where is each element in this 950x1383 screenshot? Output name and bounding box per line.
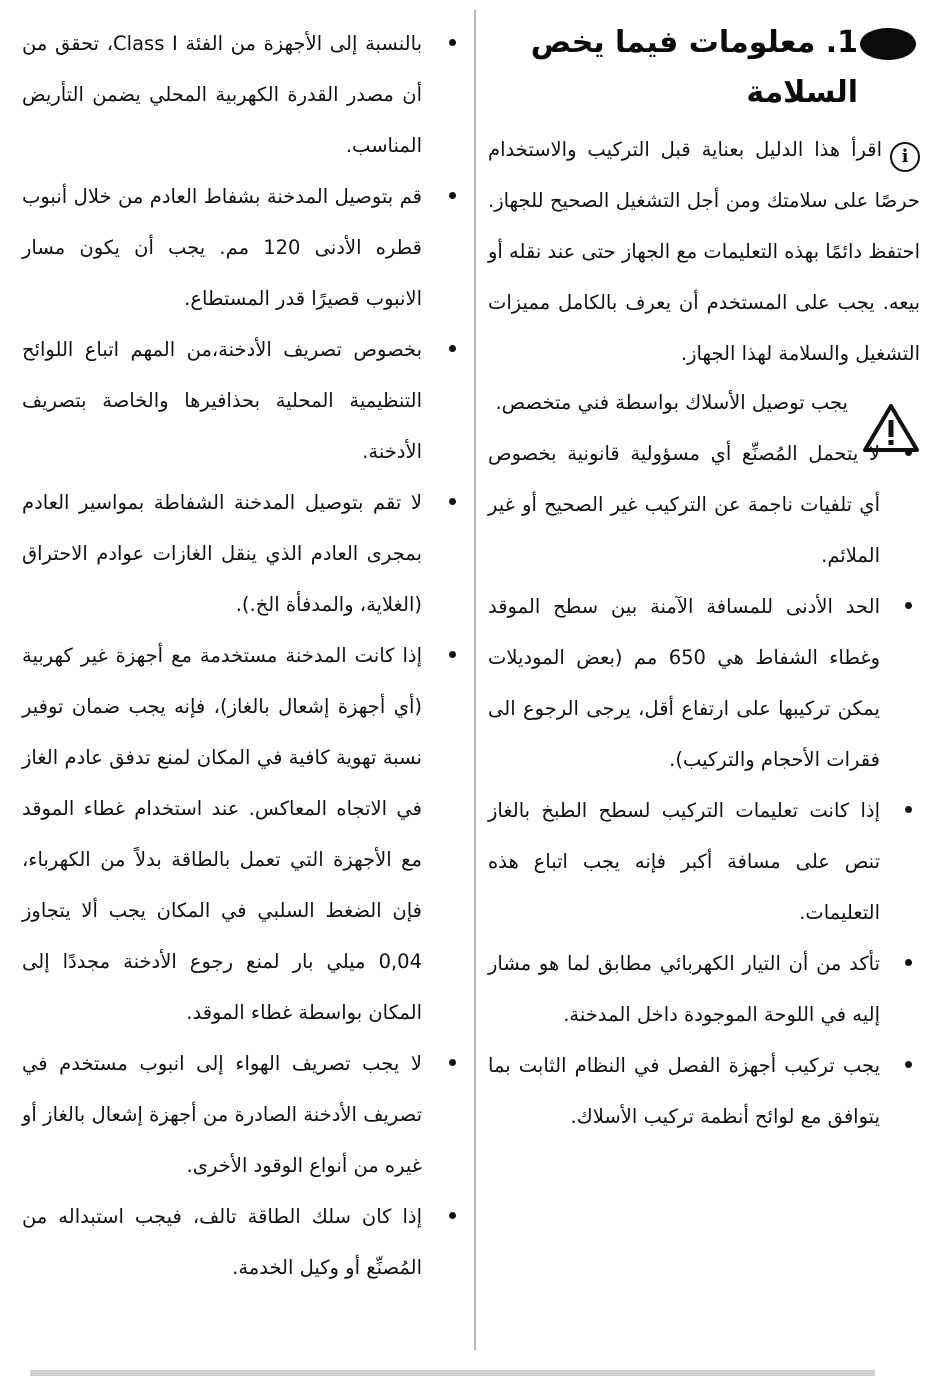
bullet-icon: [905, 449, 912, 456]
list-item: قم بتوصيل المدخنة بشفاط العادم من خلال أنبوب قطره الأدنى 120 مم. يجب أن يكون مسار الانبوب قصيرًا قدر المستطاع.: [22, 171, 462, 324]
list-item: لا يجب تصريف الهواء إلى انبوب مستخدم في تصريف الأدخنة الصادرة من أجهزة إشعال بالغاز أو غيره من أنواع الوقود الأخرى.: [22, 1038, 462, 1191]
list-item: لا تقم بتوصيل المدخنة الشفاطة بمواسير العادم بمجرى العادم الذي ينقل الغازات عوادم الاحتراق (الغلاية، والمدفأة الخ.).: [22, 477, 462, 630]
left-column: [22, 18, 462, 1293]
list-item: الحد الأدنى للمسافة الآمنة بين سطح الموقد وغطاء الشفاط هي 650 مم (بعض الموديلات يمكن تركيبها على ارتفاع أقل، يرجى الرجوع الى فقرات الأحجام والتركيب).: [488, 581, 920, 785]
bullet-icon: [449, 1059, 456, 1066]
list-item: لا يتحمل المُصنِّع أي مسؤولية قانونية بخصوص أي تلفيات ناجمة عن التركيب غير الصحيح أو غير الملائم.: [488, 428, 920, 581]
heading-marker-icon: [860, 28, 916, 60]
left-bullet-list: [22, 18, 462, 1293]
right-bullet-list: [488, 428, 920, 1142]
warning-block: [488, 377, 920, 428]
list-item: بخصوص تصريف الأدخنة،من المهم اتباع اللوائح التنظيمية المحلية بحذافيرها والخاصة بتصريف الأدخنة.: [22, 324, 462, 477]
bullet-icon: [905, 1061, 912, 1068]
section-title: 1. معلومات فيما يخص السلامة: [530, 25, 858, 110]
bullet-icon: [905, 806, 912, 813]
bullet-icon: [905, 602, 912, 609]
bullet-icon: [449, 651, 456, 658]
list-item: إذا كانت المدخنة مستخدمة مع أجهزة غير كهربية (أي أجهزة إشعال بالغاز)، فإنه يجب ضمان توفير نسبة تهوية كافية في المكان لمنع تدفق عادم الغاز في الاتجاه المعاكس. عند استخدام غطاء الموقد مع الأجهزة التي تعمل بالطاقة بدلاً من الكهرباء، فإن الضغط السلبي في المكان يجب ألا يتجاوز 0,04 ميلي بار لمنع رجوع الأدخنة مجددًا إلى المكان بواسطة غطاء الموقد.: [22, 630, 462, 1038]
list-item: يجب تركيب أجهزة الفصل في النظام الثابت بما يتوافق مع لوائح أنظمة تركيب الأسلاك.: [488, 1040, 920, 1142]
list-item: إذا كان سلك الطاقة تالف، فيجب استبداله من المُصنِّع أو وكيل الخدمة.: [22, 1191, 462, 1293]
info-icon: i: [890, 142, 920, 172]
warning-paragraph: يجب توصيل الأسلاك بواسطة فني متخصص.: [495, 391, 848, 414]
bullet-icon: [449, 192, 456, 199]
list-item: تأكد من أن التيار الكهربائي مطابق لما هو مشار إليه في اللوحة الموجودة داخل المدخنة.: [488, 938, 920, 1040]
bullet-icon: [449, 498, 456, 505]
info-block: [488, 124, 920, 379]
section-heading: [488, 18, 920, 118]
bullet-icon: [449, 39, 456, 46]
list-item: بالنسبة إلى الأجهزة من الفئة Class I، تحقق من أن مصدر القدرة الكهربية المحلي يضمن التأريض المناسب.: [22, 18, 462, 171]
column-divider: [474, 10, 476, 1350]
info-paragraph: اقرأ هذا الدليل بعناية قبل التركيب والاستخدام حرصًا على سلامتك ومن أجل التشغيل الصحيح للجهاز. احتفظ دائمًا بهذه التعليمات مع الجهاز حتى عند نقله أو بيعه. يجب على المستخدم أن يعرف بالكامل مميزات التشغيل والسلامة لهذا الجهاز.: [488, 138, 920, 365]
bullet-icon: [905, 959, 912, 966]
right-column: [488, 18, 920, 1142]
page-footer-rule: [30, 1370, 875, 1376]
list-item: إذا كانت تعليمات التركيب لسطح الطبخ بالغاز تنص على مسافة أكبر فإنه يجب اتباع هذه التعليمات.: [488, 785, 920, 938]
bullet-icon: [449, 1212, 456, 1219]
bullet-icon: [449, 345, 456, 352]
